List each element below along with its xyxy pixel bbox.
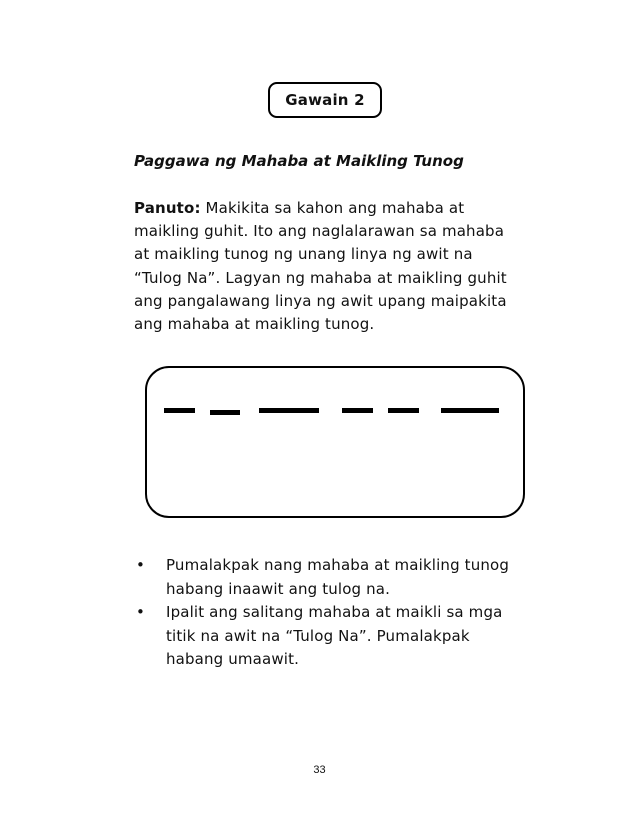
bullet-item [136,554,576,601]
bullet-icon: • [136,556,145,574]
short-dash [210,410,240,415]
short-dash [342,408,373,413]
bullet-line: habang umaawit. [166,650,300,668]
instructions-line-text: Makikita sa kahon ang mahaba at [200,199,465,217]
bullet-icon: • [136,603,145,621]
instructions-line: ang mahaba at maikling tunog. [134,315,375,334]
bullet-item [136,601,576,672]
short-dash [388,408,419,413]
instructions-line: maikling guhit. Ito ang naglalarawan sa mahaba [134,222,505,241]
instructions-line: ang pangalawang linya ng awit upang maipakita [134,291,507,310]
long-dash [441,408,499,413]
activity-subtitle: Paggawa ng Mahaba at Maikling Tunog [134,152,464,170]
rhythm-pattern-box [145,366,525,518]
activity-title: Gawain 2 [285,91,365,109]
activity-title-box [268,82,382,118]
instructions-line: at maikling tunog ng unang linya ng awit na [134,245,473,264]
instructions-label: Panuto: [134,199,201,217]
bullet-line: Ipalit ang salitang mahaba at maikli sa mga [166,603,503,621]
bullet-line: habang inaawit ang tulog na. [166,579,391,598]
instructions-line [134,197,574,220]
bullet-line: titik na awit na “Tulog Na”. Pumalakpak [166,626,470,645]
page-number: 33 [313,764,326,776]
bullet-line: Pumalakpak nang mahaba at maikling tunog [166,556,510,574]
long-dash [259,408,319,413]
short-dash [164,408,195,413]
instructions-line: “Tulog Na”. Lagyan ng mahaba at maikling guhit [134,268,507,287]
activity-bullet-list [136,554,576,672]
instructions-paragraph [134,197,574,336]
